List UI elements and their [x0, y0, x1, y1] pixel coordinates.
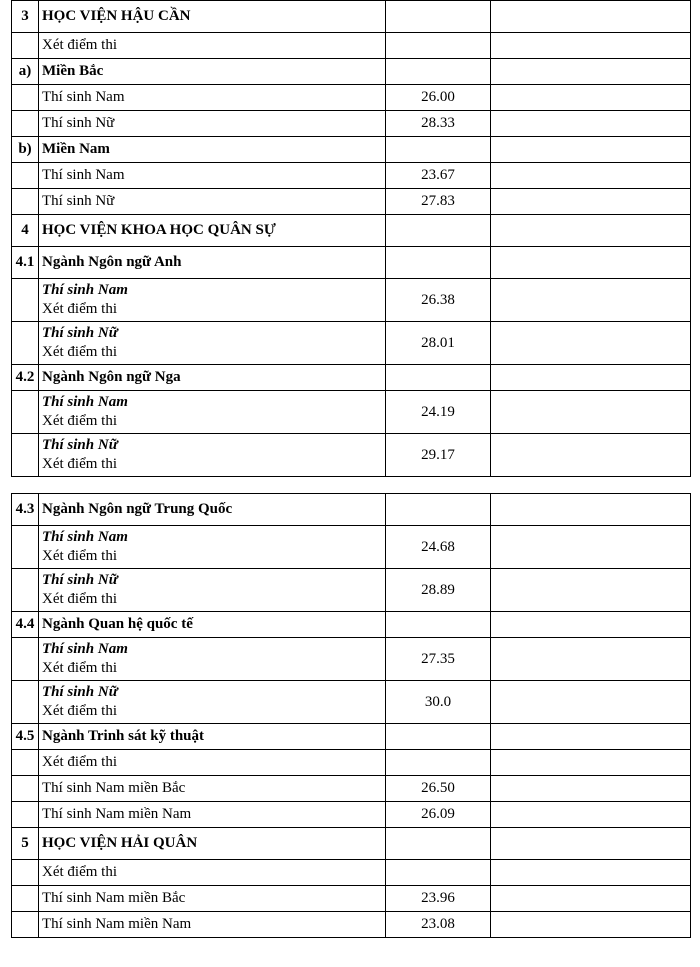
row-label: Thí sinh Nam miền Bắc: [39, 776, 386, 802]
admission-method: Xét điểm thi: [42, 456, 117, 472]
table-row: [12, 59, 691, 85]
table-row: [12, 828, 691, 860]
major-name: Ngành Ngôn ngữ Anh: [39, 247, 386, 279]
row-number: [12, 912, 39, 938]
empty-cell: [491, 163, 691, 189]
row-label: Thí sinh Nam miền Nam: [39, 802, 386, 828]
score-cell: [386, 215, 491, 247]
row-label: [39, 638, 386, 681]
candidate-group: Thí sinh Nam: [42, 641, 128, 657]
major-name: Ngành Trinh sát kỹ thuật: [39, 724, 386, 750]
row-label: Thí sinh Nam miền Bắc: [39, 886, 386, 912]
score-cell: 28.89: [386, 569, 491, 612]
table-row: [12, 391, 691, 434]
table-row: [12, 215, 691, 247]
row-number: [12, 638, 39, 681]
table-row: [12, 247, 691, 279]
row-label: Thí sinh Nam: [39, 163, 386, 189]
admission-method: Xét điểm thi: [42, 413, 117, 429]
row-label: Thí sinh Nữ: [39, 189, 386, 215]
score-cell: [386, 137, 491, 163]
score-cell: 27.83: [386, 189, 491, 215]
row-number: [12, 111, 39, 137]
candidate-group: Thí sinh Nữ: [42, 437, 118, 453]
table-row: [12, 322, 691, 365]
empty-cell: [491, 776, 691, 802]
table-row: [12, 365, 691, 391]
empty-cell: [491, 189, 691, 215]
table-row: [12, 163, 691, 189]
table-row: [12, 750, 691, 776]
row-label: [39, 434, 386, 477]
row-number: [12, 860, 39, 886]
score-cell: 26.50: [386, 776, 491, 802]
empty-cell: [491, 912, 691, 938]
table-row: [12, 569, 691, 612]
score-cell: 23.96: [386, 886, 491, 912]
row-number: 3: [12, 1, 39, 33]
region-label: Miền Bắc: [39, 59, 386, 85]
row-number: 4.3: [12, 494, 39, 526]
table-row: [12, 724, 691, 750]
empty-cell: [491, 724, 691, 750]
empty-cell: [491, 612, 691, 638]
empty-cell: [491, 886, 691, 912]
empty-cell: [491, 322, 691, 365]
candidate-group: Thí sinh Nữ: [42, 684, 118, 700]
score-cell: 30.0: [386, 681, 491, 724]
row-label: [39, 681, 386, 724]
institution-name: HỌC VIỆN HẬU CẦN: [39, 1, 386, 33]
row-number: [12, 391, 39, 434]
score-table-part-1: [11, 0, 691, 477]
empty-cell: [491, 247, 691, 279]
score-cell: [386, 59, 491, 85]
table-row: [12, 802, 691, 828]
admission-method: Xét điểm thi: [42, 548, 117, 564]
candidate-group: Thí sinh Nam: [42, 529, 128, 545]
table-row: [12, 494, 691, 526]
empty-cell: [491, 391, 691, 434]
empty-cell: [491, 111, 691, 137]
candidate-group: Thí sinh Nam: [42, 394, 128, 410]
table-row: [12, 279, 691, 322]
table-row: [12, 886, 691, 912]
row-label: [39, 569, 386, 612]
admission-method: Xét điểm thi: [42, 660, 117, 676]
score-cell: 27.35: [386, 638, 491, 681]
table-row: [12, 526, 691, 569]
empty-cell: [491, 434, 691, 477]
row-label: [39, 526, 386, 569]
empty-cell: [491, 279, 691, 322]
empty-cell: [491, 365, 691, 391]
score-cell: [386, 494, 491, 526]
institution-name: HỌC VIỆN HẢI QUÂN: [39, 828, 386, 860]
score-cell: 28.33: [386, 111, 491, 137]
table-row: [12, 860, 691, 886]
row-label: [39, 279, 386, 322]
candidate-group: Thí sinh Nam: [42, 282, 128, 298]
score-cell: [386, 365, 491, 391]
table-row: [12, 776, 691, 802]
row-label: Xét điểm thi: [39, 33, 386, 59]
table-row: [12, 1, 691, 33]
row-number: a): [12, 59, 39, 85]
table-row: [12, 137, 691, 163]
major-name: Ngành Ngôn ngữ Trung Quốc: [39, 494, 386, 526]
empty-cell: [491, 681, 691, 724]
row-number: [12, 802, 39, 828]
score-cell: [386, 828, 491, 860]
score-cell: 28.01: [386, 322, 491, 365]
empty-cell: [491, 85, 691, 111]
row-number: [12, 322, 39, 365]
empty-cell: [491, 33, 691, 59]
score-cell: 26.38: [386, 279, 491, 322]
major-name: Ngành Quan hệ quốc tế: [39, 612, 386, 638]
score-cell: [386, 750, 491, 776]
row-label: [39, 391, 386, 434]
score-cell: 24.19: [386, 391, 491, 434]
table-row: [12, 111, 691, 137]
row-number: [12, 886, 39, 912]
admission-method: Xét điểm thi: [42, 703, 117, 719]
row-number: 4.4: [12, 612, 39, 638]
row-number: [12, 33, 39, 59]
score-cell: 26.00: [386, 85, 491, 111]
row-label: Thí sinh Nam: [39, 85, 386, 111]
empty-cell: [491, 1, 691, 33]
admission-method: Xét điểm thi: [42, 591, 117, 607]
institution-name: HỌC VIỆN KHOA HỌC QUÂN SỰ: [39, 215, 386, 247]
empty-cell: [491, 526, 691, 569]
empty-cell: [491, 828, 691, 860]
empty-cell: [491, 215, 691, 247]
score-cell: [386, 724, 491, 750]
empty-cell: [491, 59, 691, 85]
score-cell: 26.09: [386, 802, 491, 828]
row-number: [12, 85, 39, 111]
score-cell: [386, 247, 491, 279]
empty-cell: [491, 860, 691, 886]
empty-cell: [491, 494, 691, 526]
score-cell: 23.08: [386, 912, 491, 938]
row-number: b): [12, 137, 39, 163]
score-cell: 24.68: [386, 526, 491, 569]
score-cell: [386, 33, 491, 59]
candidate-group: Thí sinh Nữ: [42, 572, 118, 588]
row-number: [12, 279, 39, 322]
table-row: [12, 912, 691, 938]
row-number: [12, 434, 39, 477]
table-row: [12, 434, 691, 477]
score-cell: [386, 860, 491, 886]
score-cell: [386, 1, 491, 33]
table-row: [12, 33, 691, 59]
row-label: Xét điểm thi: [39, 860, 386, 886]
score-cell: 23.67: [386, 163, 491, 189]
score-cell: [386, 612, 491, 638]
empty-cell: [491, 137, 691, 163]
table-row: [12, 612, 691, 638]
row-number: 4.1: [12, 247, 39, 279]
table-row: [12, 189, 691, 215]
empty-cell: [491, 638, 691, 681]
table-row: [12, 681, 691, 724]
table-row: [12, 638, 691, 681]
score-cell: 29.17: [386, 434, 491, 477]
row-label: Thí sinh Nam miền Nam: [39, 912, 386, 938]
candidate-group: Thí sinh Nữ: [42, 325, 118, 341]
row-number: [12, 569, 39, 612]
empty-cell: [491, 750, 691, 776]
row-number: 4: [12, 215, 39, 247]
row-number: [12, 189, 39, 215]
row-label: Xét điểm thi: [39, 750, 386, 776]
region-label: Miền Nam: [39, 137, 386, 163]
row-label: [39, 322, 386, 365]
score-table-part-2: [11, 493, 691, 938]
row-number: 5: [12, 828, 39, 860]
row-number: 4.5: [12, 724, 39, 750]
row-label: Thí sinh Nữ: [39, 111, 386, 137]
row-number: [12, 526, 39, 569]
row-number: [12, 750, 39, 776]
admission-method: Xét điểm thi: [42, 344, 117, 360]
row-number: [12, 163, 39, 189]
row-number: [12, 776, 39, 802]
major-name: Ngành Ngôn ngữ Nga: [39, 365, 386, 391]
row-number: 4.2: [12, 365, 39, 391]
table-row: [12, 85, 691, 111]
row-number: [12, 681, 39, 724]
admission-method: Xét điểm thi: [42, 301, 117, 317]
empty-cell: [491, 569, 691, 612]
empty-cell: [491, 802, 691, 828]
